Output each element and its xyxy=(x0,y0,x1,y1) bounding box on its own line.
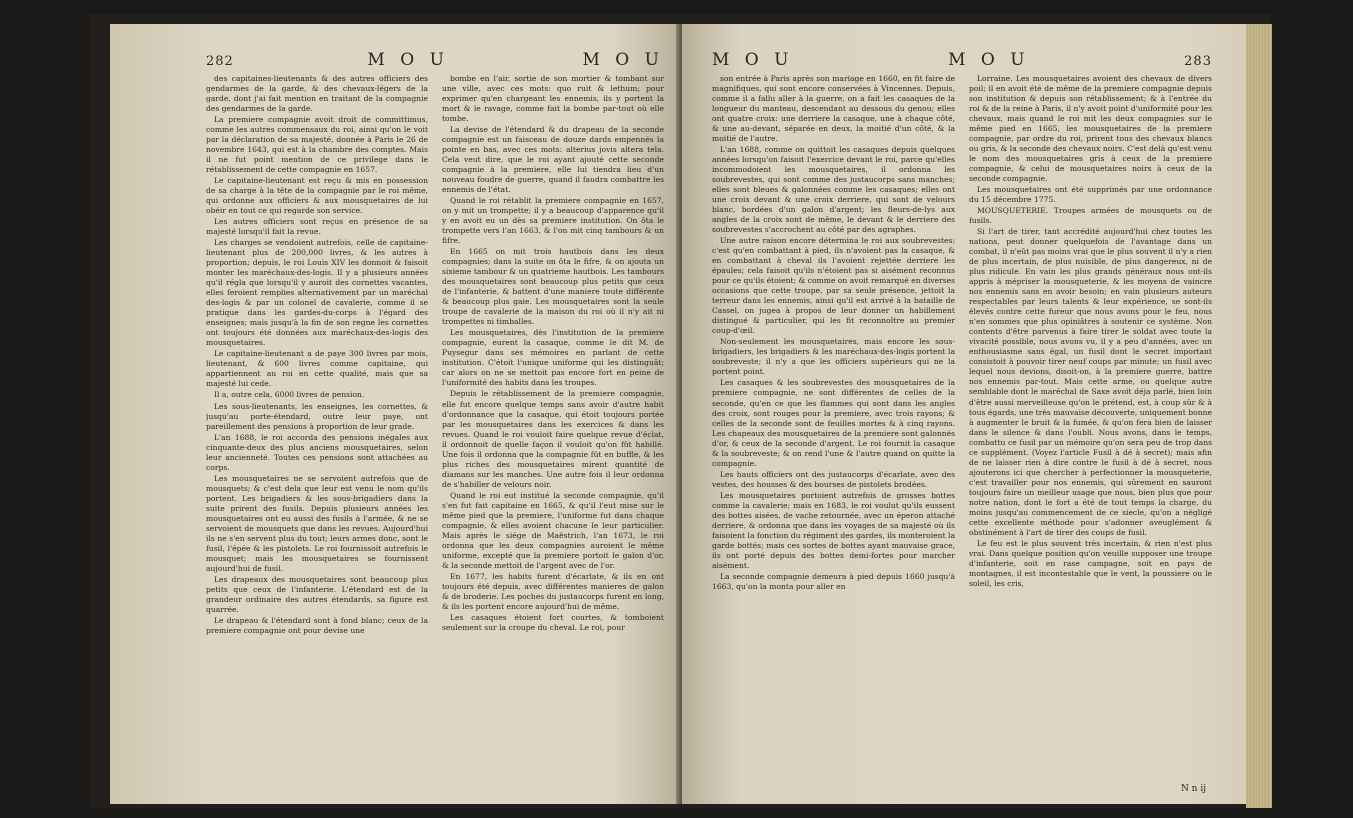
right-head-title-1: M O U xyxy=(712,50,794,70)
paragraph: En 1677, les habits furent d'écarlate, & ils en ont toujours été depuis, avec différentes manieres de galon & de broderie. Les poches du justaucorps furent en long, & ils les portent encore aujourd'hui de même. xyxy=(442,571,664,611)
paragraph: Lorraine. Les mousquetaires avoient des chevaux de divers poil; il en avoit été de même de la premiere compagnie depuis son institution & depuis son rétablissement; & à l'entrée du roi & de la reine à Paris, il n'y avoit point d'uniformité pour les chevaux, mais quand le roi mit les deux compagnies sur le même pied en 1665, les mousquetaires de la premiere compagnie, par ordre du roi, prirent tous des chevaux blancs ou gris, & la seconde des chevaux noirs. C'est delà qu'est venu le nom des mousquetaires gris à ceux de la premiere compagnie, & celui de mousquetaires noirs à ceux de la seconde compagnie. xyxy=(969,74,1212,184)
right-running-head xyxy=(712,50,1212,70)
left-column-2 xyxy=(442,74,664,804)
paragraph: Le feu est le plus souvent très incertain, & rien n'est plus vrai. Dans quelque position qu'on veuille supposer une troupe d'infanterie, soit en rase campagne, soit en pays de montagnes, il est incontestable que le vent, la poussiere ou le soleil, les cris, xyxy=(969,538,1212,588)
right-head-title-2: M O U xyxy=(948,50,1030,70)
right-column-2 xyxy=(969,74,1212,804)
paragraph: Les mousquetaires ont été supprimés par une ordonnance du 15 décembre 1775. xyxy=(969,185,1212,205)
open-book xyxy=(90,14,1270,808)
paragraph: L'an 1688, le roi accorda des pensions inégales aux cinquante-deux des plus anciens mousquetaires, selon leur ancienneté. Toutes ces pensions sont attachées au corps. xyxy=(206,432,428,472)
paragraph: Les drapeaux des mousquetaires sont beaucoup plus petits que ceux de l'infanterie. L'étendard est de la grandeur ordinaire des autres étendards, sa figure est quarrée. xyxy=(206,574,428,614)
left-head-title-1: M O U xyxy=(367,50,449,70)
paragraph: Les mousquetaires portoient autrefois de grosses bottes comme la cavalerie; mais en 1683, le roi voulut qu'ils eussent des bottes aisées, de vache retournée, avec un éperon attaché derriere, & ordonna que dans les voyages de sa majesté où ils faisoient la fonction du régiment des gardes, ils monteroient la garde bottés; mais ces sortes de bottes ayant mauvaise grace, ils ont porté depuis des bottes demi-fortes pour marcher aisément. xyxy=(712,490,955,570)
paragraph: Les mousquetaires, dès l'institution de la premiere compagnie, eurent la casaque, comme le dit M. de Puysegur dans ses mémoires en parlant de cette institution. C'étoit l'unique uniforme qui les distinguât; car alors on ne se mettoit pas encore fort en peine de l'uniformité des habits dans les troupes. xyxy=(442,328,664,388)
paragraph: Les charges se vendoient autrefois, celle de capitaine-lieutenant plus de 200,000 livres, & les autres à proportion; depuis, le roi Louis XIV les donnoit & faisoit monter les maréchaux-des-logis. Il y a plusieurs années qu'il régla que lorsqu'il y auroit des cornettes vacantes, elles feroient remplies alternativement par un maréchal des-logis & par un colonel de cavalerie, comme il se pratique dans les gardes-du-corps à l'égard des enseignes; mais jusqu'à la fin de son regne les cornettes ont toujours été données aux maréchaux-des-logis des mousquetaires. xyxy=(206,238,428,348)
paragraph: Le capitaine-lieutenant a de paye 300 livres par mois, lieutenant, & 600 livres comme capitaine, qui appartiennent au roi en cette qualité, mais que sa majesté lui cede. xyxy=(206,349,428,389)
paragraph: Les casaques étoient fort courtes, & tomboient seulement sur la croupe du cheval. Le roi, pour xyxy=(442,612,664,632)
paragraph: Il a, outre cela, 6000 livres de pension. xyxy=(214,390,365,400)
paragraph: Le drapeau & l'étendard sont à fond blanc; ceux de la premiere compagnie ont pour devise une xyxy=(206,615,428,635)
paragraph: L'an 1688, comme on quittoit les casaques depuis quelques années lorsqu'on faisoit l'exercice devant le roi, parce qu'elles incommodoient les mousquetaires, il ordonna les soubrevestes, qui sont comme des justaucorps sans manches; elles sont bleues & galonnées comme les casaques; elles ont une croix devant & une croix derriere, qui sont de velours blanc, bordées d'un galon d'argent; les fleurs-de-lys aux angles de la croix sont de même, le devant & le derriere des soubrevestes s'accrochent au côté par des agraphes. xyxy=(712,145,955,235)
signature-mark: N n ij xyxy=(1180,784,1206,794)
paragraph: Les mousquetaires ne se servoient autrefois que de mousquets; & c'est dela que leur est venu le nom qu'ils portent. Les brigadiers & les sous-brigadiers dans la suite prirent des fusils. Depuis plusieurs années les mousquetaires ont eu aussi des fusils à l'armée, & ne se servoient de mousquets que dans les revues. Aujourd'hui ils ne s'en servent plus du tout; leurs armes donc, sont le fusil, l'épée & les pistolets. Le roi fournissoit autrefois le mousquet; mais les mousquetaires se fournissent aujourd'hui de fusil. xyxy=(206,473,428,573)
paragraph: Les hauts officiers ont des justaucorps d'écarlate, avec des vestes, des housses & des bourses de pistolets brodées. xyxy=(712,469,955,489)
paragraph: Depuis le rétablissement de la premiere compagnie, elle fut encore quelque temps sans avoir d'autre habit d'ordonnance que la casaque, qui étoit toujours portée par les mousquetaires dans les exercices & dans les revues. Quand le roi vouloit faire quelque revue d'éclat, il ordonnoit de quelle façon il vouloit qu'on fût habillé. Une fois il ordonna que la compagnie fût en buffle, & les plus riches des mousquetaires mirent quantité de diamans sur les manches. Une autre fois il leur ordonna de s'habiller de velours noir. xyxy=(442,389,664,489)
right-page xyxy=(682,24,1270,804)
left-page xyxy=(110,24,680,804)
paragraph: Les casaques & les soubrevestes des mousquetaires de la premiere compagnie, ne sont différentes de celles de la seconde, qu'en ce que les flammes qui sont dans les angles des croix, sont rouges pour la premiere, avec trois rayons; & celles de la seconde sont de feuilles mortes & à cinq rayons. Les chapeaux des mousquetaires de la premiere sont galonnés d'or, & ceux de la seconde d'argent. Le roi fournit la casaque & la soubreveste; & on rend l'une & l'autre quand on quitte la compagnie. xyxy=(712,378,955,468)
left-page-number: 282 xyxy=(206,54,234,69)
paragraph: Non-seulement les mousquetaires, mais encore les sous-brigadiers, les brigadiers & les maréchaux-des-logis portent la soubreveste; il n'y a que les officiers supérieurs qui ne la portent point. xyxy=(712,337,955,377)
paragraph: En 1665 on mit trois hautbois dans les deux compagnies; dans la suite on ôta le fifre, & on ajouta un sixieme tambour & un quatrieme hautbois. Les tambours des mousquetaires sont beaucoup plus petits que ceux de l'infanterie, & battent d'une maniere toute différente & beaucoup plus gaie. Les mousquetaires sont la seule troupe de cavalerie de la maison du roi où il n'y ait ni trompettes ni timballes. xyxy=(442,247,664,327)
left-running-head xyxy=(206,50,664,70)
paragraph: Quand le roi rétablit la premiere compagnie en 1657, on y mit un trompette; il y a beaucoup d'apparence qu'il y en avoit eu un dès sa premiere institution. On ôta le trompette vers l'an 1663, & l'on mit cinq tambours & un fifre. xyxy=(442,196,664,246)
paragraph: La devise de l'étendard & du drapeau de la seconde compagnie est un faisceau de douze dards empennés la pointe en bas, avec ces mots: alterius jovis altera tela. Cela veut dire, que le roi ayant ajouté cette seconde compagnie à la premiere, elle lui tiendra lieu d'un nouveau foudre de guerre, quand il faudra combattre les ennemis de l'état. xyxy=(442,125,664,195)
paragraph: bombe en l'air, sortie de son mortier & tombant sur une ville, avec ces mots: quo ruit & lethum; pour exprimer qu'en chargeant les ennemis, ils y portent la mort & le ravage, comme fait la bombe par-tout où elle tombe. xyxy=(442,74,664,124)
right-column-1 xyxy=(712,74,955,804)
left-head-title-2: M O U xyxy=(582,50,664,70)
paragraph: Une autre raison encore détermina le roi aux soubrevestes: c'est qu'en combattant à pied, ils n'avoient pas la casaque, & en combattant à cheval ils l'avoient rejettée derriere les épaules; cela faisoit qu'ils n'étoient pas si aisément reconnus pour ce qu'ils étoient; & comme on avoit remarqué en diverses occasions que cette troupe, par sa seule présence, jettoit la terreur dans les ennemis, ainsi qu'il est arrivé à la bataille de Cassel, on jugea à propos de leur donner un habillement distingué & particulier, qui les fit reconnoître au premier coup-d'œil. xyxy=(712,236,955,336)
paragraph: Les sous-lieutenants, les enseignes, les cornettes, & jusqu'au porte-étendard, outre leur paye, ont pareillement des pensions à proportion de leur grade. xyxy=(206,401,428,431)
page-edges xyxy=(1246,24,1272,808)
paragraph: Quand le roi eut institué la seconde compagnie, qu'il s'en fut fait capitaine en 1665, & qu'il l'eut mise sur le même pied que la premiere, l'uniforme fut dans chaque compagnie, & elles avoient chacune le leur particulier. Mais après le siége de Maëstrich, l'an 1673, le roi ordonna que les deux compagnies auroient le même uniforme, excepté que la premiere portoit le galon d'or, & la seconde mettoit de l'argent avec de l'or. xyxy=(442,490,664,570)
paragraph: son entrée à Paris après son mariage en 1660, en fit faire de magnifiques, qui sont encore conservées à Vincennes. Depuis, comme il a fallu aller à la guerre, on a fait les casaques de la longueur du manteau, descendant au dessous du genou; elles ont quatre croix: une derriere la casaque, une à chaque côté, & une au-devant, séparée en deux, la moitié d'un côté, & la moitié de l'autre. xyxy=(712,74,955,144)
paragraph: Les autres officiers sont reçus en présence de sa majesté lorsqu'il fait la revue. xyxy=(206,217,428,237)
left-column-1 xyxy=(206,74,428,804)
paragraph: des capitaines-lieutenants & des autres officiers des gendarmes de la garde, & des chevaux-légers de la garde, dont j'ai fait mention en traitant de la compagnie des gendarmes de la garde. xyxy=(206,74,428,114)
paragraph: La premiere compagnie avoit droit de committimus, comme les autres commensaux du roi, ainsi qu'on le voit par la déclaration de sa majesté, donnée à Paris le 26 de novembre 1643, qui est à la chambre des comptes. Mais il ne fut point mention de ce privilege dans le rétablissement de cette compagnie en 1657. xyxy=(206,115,428,175)
paragraph: Le capitaine-lieutenant est reçu & mis en possession de sa charge à la tête de la compagnie par le roi même, qui ordonne aux officiers & aux mousquetaires de lui obéir en tout ce qui regarde son service. xyxy=(206,176,428,216)
paragraph: MOUSQUETERIE. Troupes armées de mousquets ou de fusils. xyxy=(969,206,1212,226)
paragraph: Si l'art de tirer, tant accrédité aujourd'hui chez toutes les nations, peut donner quelquefois de l'avantage dans un combat, il n'eût pas moins vrai que le plus souvent il n'y a rien de plus incertain, de plus nuisible, de plus dangereux, ni de plus ridicule. En vain les plus grands généraux nous ont-ils appris à mépriser la mousqueterie, & les moyens de vaincre nos ennemis sans en avoir besoin; en vain plusieurs auteurs respectables par leurs talents & leur expérience, se sont-ils élevés contre cette fureur que nous avons pour le feu, nous n'en sommes que plus opiniâtres à soutenir ce système. Non contents d'être parvenus à faire tirer le soldat avec toute la vivacité possible, nous avons vu, il y a peu d'années, avec un enthousiasme sans égal, un fusil dont le secret important consistoit à pouvoir tirer neuf coups par minute; un fusil avec lequel nous devions, disoit-on, à la premiere guerre, battre nos ennemis par-tout. Mais cette arme, ou quelque autre semblable dont le maréchal de Saxe avoit déja parlé, bien loin d'être aussi merveilleuse qu'on le prétend, est, à coup sûr & à tous égards, une très mauvaise découverte, uniquement bonne à augmenter le bruit & la fumée, & qu'on fera bien de laisser dans le silence & dans l'oubli. Nous avons, dans le temps, combattu ce fusil par un mémoire qu'on sera peu de trop dans ce supplément. (Voyez l'article Fusil à dé à secret); mais afin de ne laisser rien à dire contre le fusil à dé à secret, nous ajouterons ici que chercher à perfectionner la mousqueterie, c'est travailler pour nos ennemis, qui sûrement en sauront toujours faire un meilleur usage que nous, bien plus que pour notre nation, dont le fort a été de tout temps la charge, du moins jusqu'au commencement de ce siecle, qu'on a négligé cette excellente méthode pour s'adonner aveuglément & obstinément à l'art de tirer des coups de fusil. xyxy=(969,227,1212,537)
right-page-number: 283 xyxy=(1184,54,1212,69)
paragraph: La seconde compagnie demeura à pied depuis 1660 jusqu'à 1663, qu'on la monta pour aller en xyxy=(712,571,955,591)
